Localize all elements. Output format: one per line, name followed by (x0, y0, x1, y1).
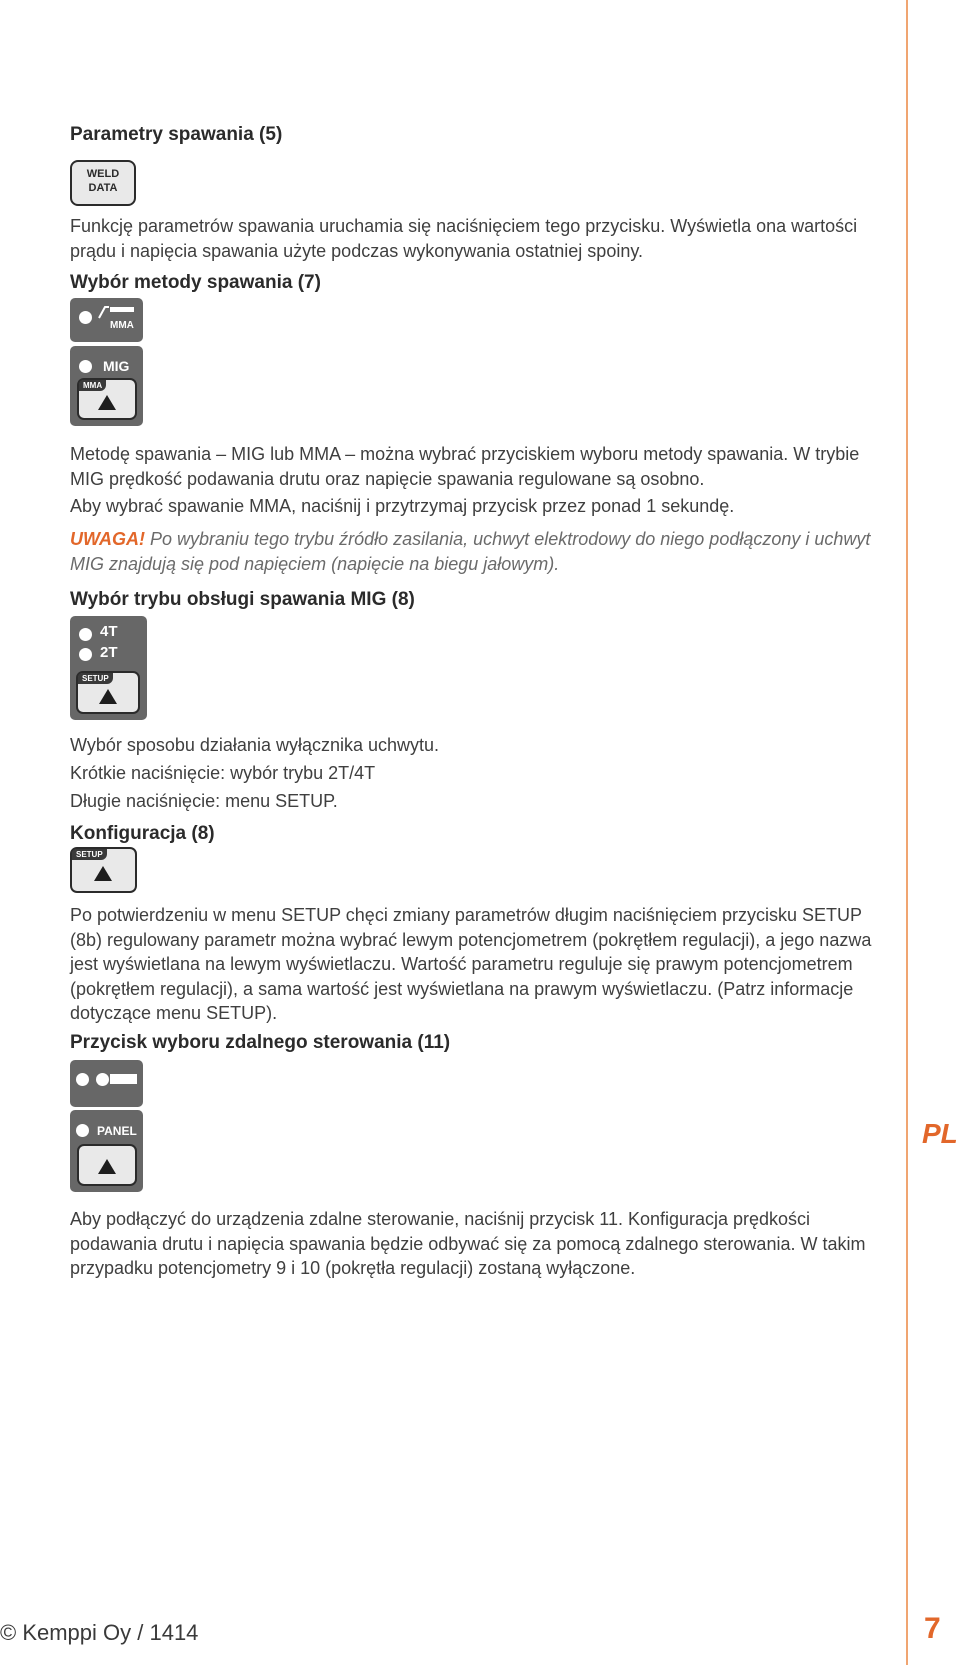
warning-text: Po wybraniu tego trybu źródło zasilania, uchwyt elektrodowy do niego podłączony i uchwyt MIG znajdują się pod napięciem (napięcie na biegu jałowym). (70, 529, 871, 574)
up-triangle-icon (98, 1159, 116, 1174)
remote-panel-top (70, 1060, 143, 1107)
remote-heading: Przycisk wyboru zdalnego sterowania (11) (70, 1032, 451, 1053)
up-triangle-icon (99, 689, 117, 704)
panel-label: PANEL (97, 1124, 137, 1138)
remote-connector-icon (110, 1074, 137, 1084)
mode-setup-button[interactable] (76, 671, 140, 714)
language-tab: PL (922, 1118, 958, 1149)
mode-panel (70, 616, 147, 720)
method-button-tag: MMA (79, 380, 106, 391)
remote-select-button[interactable] (77, 1144, 137, 1186)
mig-led (79, 360, 92, 373)
config-heading: Konfiguracja (8) (70, 823, 215, 844)
weld-data-label-2: DATA (88, 182, 118, 194)
weld-data-heading: Parametry spawania (5) (70, 124, 283, 145)
mode-line-2: Krótkie naciśnięcie: wybór trybu 2T/4T (70, 763, 376, 783)
config-button-tag: SETUP (72, 849, 107, 860)
panel-led (76, 1124, 89, 1137)
4t-label: 4T (100, 623, 118, 640)
2t-label: 2T (100, 644, 118, 661)
mode-heading: Wybór trybu obsługi spawania MIG (8) (70, 589, 415, 610)
weld-data-label-1: WELD (86, 168, 120, 180)
remote-description: Aby podłączyć do urządzenia zdalne sterowanie, naciśnij przycisk 11. Konfiguracja prędkości podawania drutu i napięcia spawania będzie odbywać się za pomocą zdalnego sterowania. W takim przypadku potencjometry 9 i 10 (pokrętła regulacji) zostaną wyłączone. (70, 1209, 866, 1278)
page-margin-rule (906, 0, 908, 1665)
remote-led-right (96, 1073, 109, 1086)
warning-label: UWAGA! (70, 529, 145, 549)
method-warning (70, 527, 880, 576)
mode-line-3: Długie naciśnięcie: menu SETUP. (70, 791, 338, 811)
page-number: 7 (924, 1612, 941, 1645)
method-select-button[interactable] (77, 378, 137, 420)
config-setup-button[interactable] (70, 847, 137, 893)
method-mma-instruction: Aby wybrać spawanie MMA, naciśnij i przytrzymaj przycisk przez ponad 1 sekundę. (70, 496, 735, 516)
electrode-holder-icon (97, 305, 137, 319)
mig-panel-label: MIG (103, 358, 130, 374)
config-description: Po potwierdzeniu w menu SETUP chęci zmiany parametrów długim naciśnięciem przycisku SETUP (8b) regulowany parametr można wybrać lewym potencjometrem (pokrętłem regulacji), a jego nazwa jest wyświetlana na lewym wyświetlaczu. Wartość parametru reguluje się prawym potencjometrem (pokrętłem regulacji), a sama wartość jest wyświetlana na prawym wyświetlaczu. (Patrz informacje dotyczące menu SETUP). (70, 905, 872, 1023)
mma-led (79, 311, 92, 324)
method-heading: Wybór metody spawania (7) (70, 272, 321, 293)
weld-data-button[interactable] (70, 160, 136, 206)
up-triangle-icon (94, 866, 112, 881)
method-panel-top (70, 298, 143, 342)
2t-led (79, 648, 92, 661)
up-triangle-icon (98, 395, 116, 410)
mode-line-1: Wybór sposobu działania wyłącznika uchwytu. (70, 735, 440, 755)
remote-led-left (76, 1073, 89, 1086)
mode-button-tag: SETUP (78, 673, 113, 684)
mma-panel-label: MMA (110, 320, 134, 331)
4t-led (79, 628, 92, 641)
weld-data-description: Funkcję parametrów spawania uruchamia się naciśnięciem tego przycisku. Wyświetla ona wartości prądu i napięcia spawania użyte podczas wykonywania ostatniej spoiny. (70, 216, 858, 261)
method-description: Metodę spawania – MIG lub MMA – można wybrać przyciskiem wyboru metody spawania. W trybie MIG prędkość podawania drutu oraz napięcie spawania regulowane są osobno. (70, 444, 860, 489)
footer-copyright: © Kemppi Oy / 1414 (0, 1620, 199, 1645)
remote-panel-bottom (70, 1110, 143, 1192)
method-panel-bottom (70, 346, 143, 426)
